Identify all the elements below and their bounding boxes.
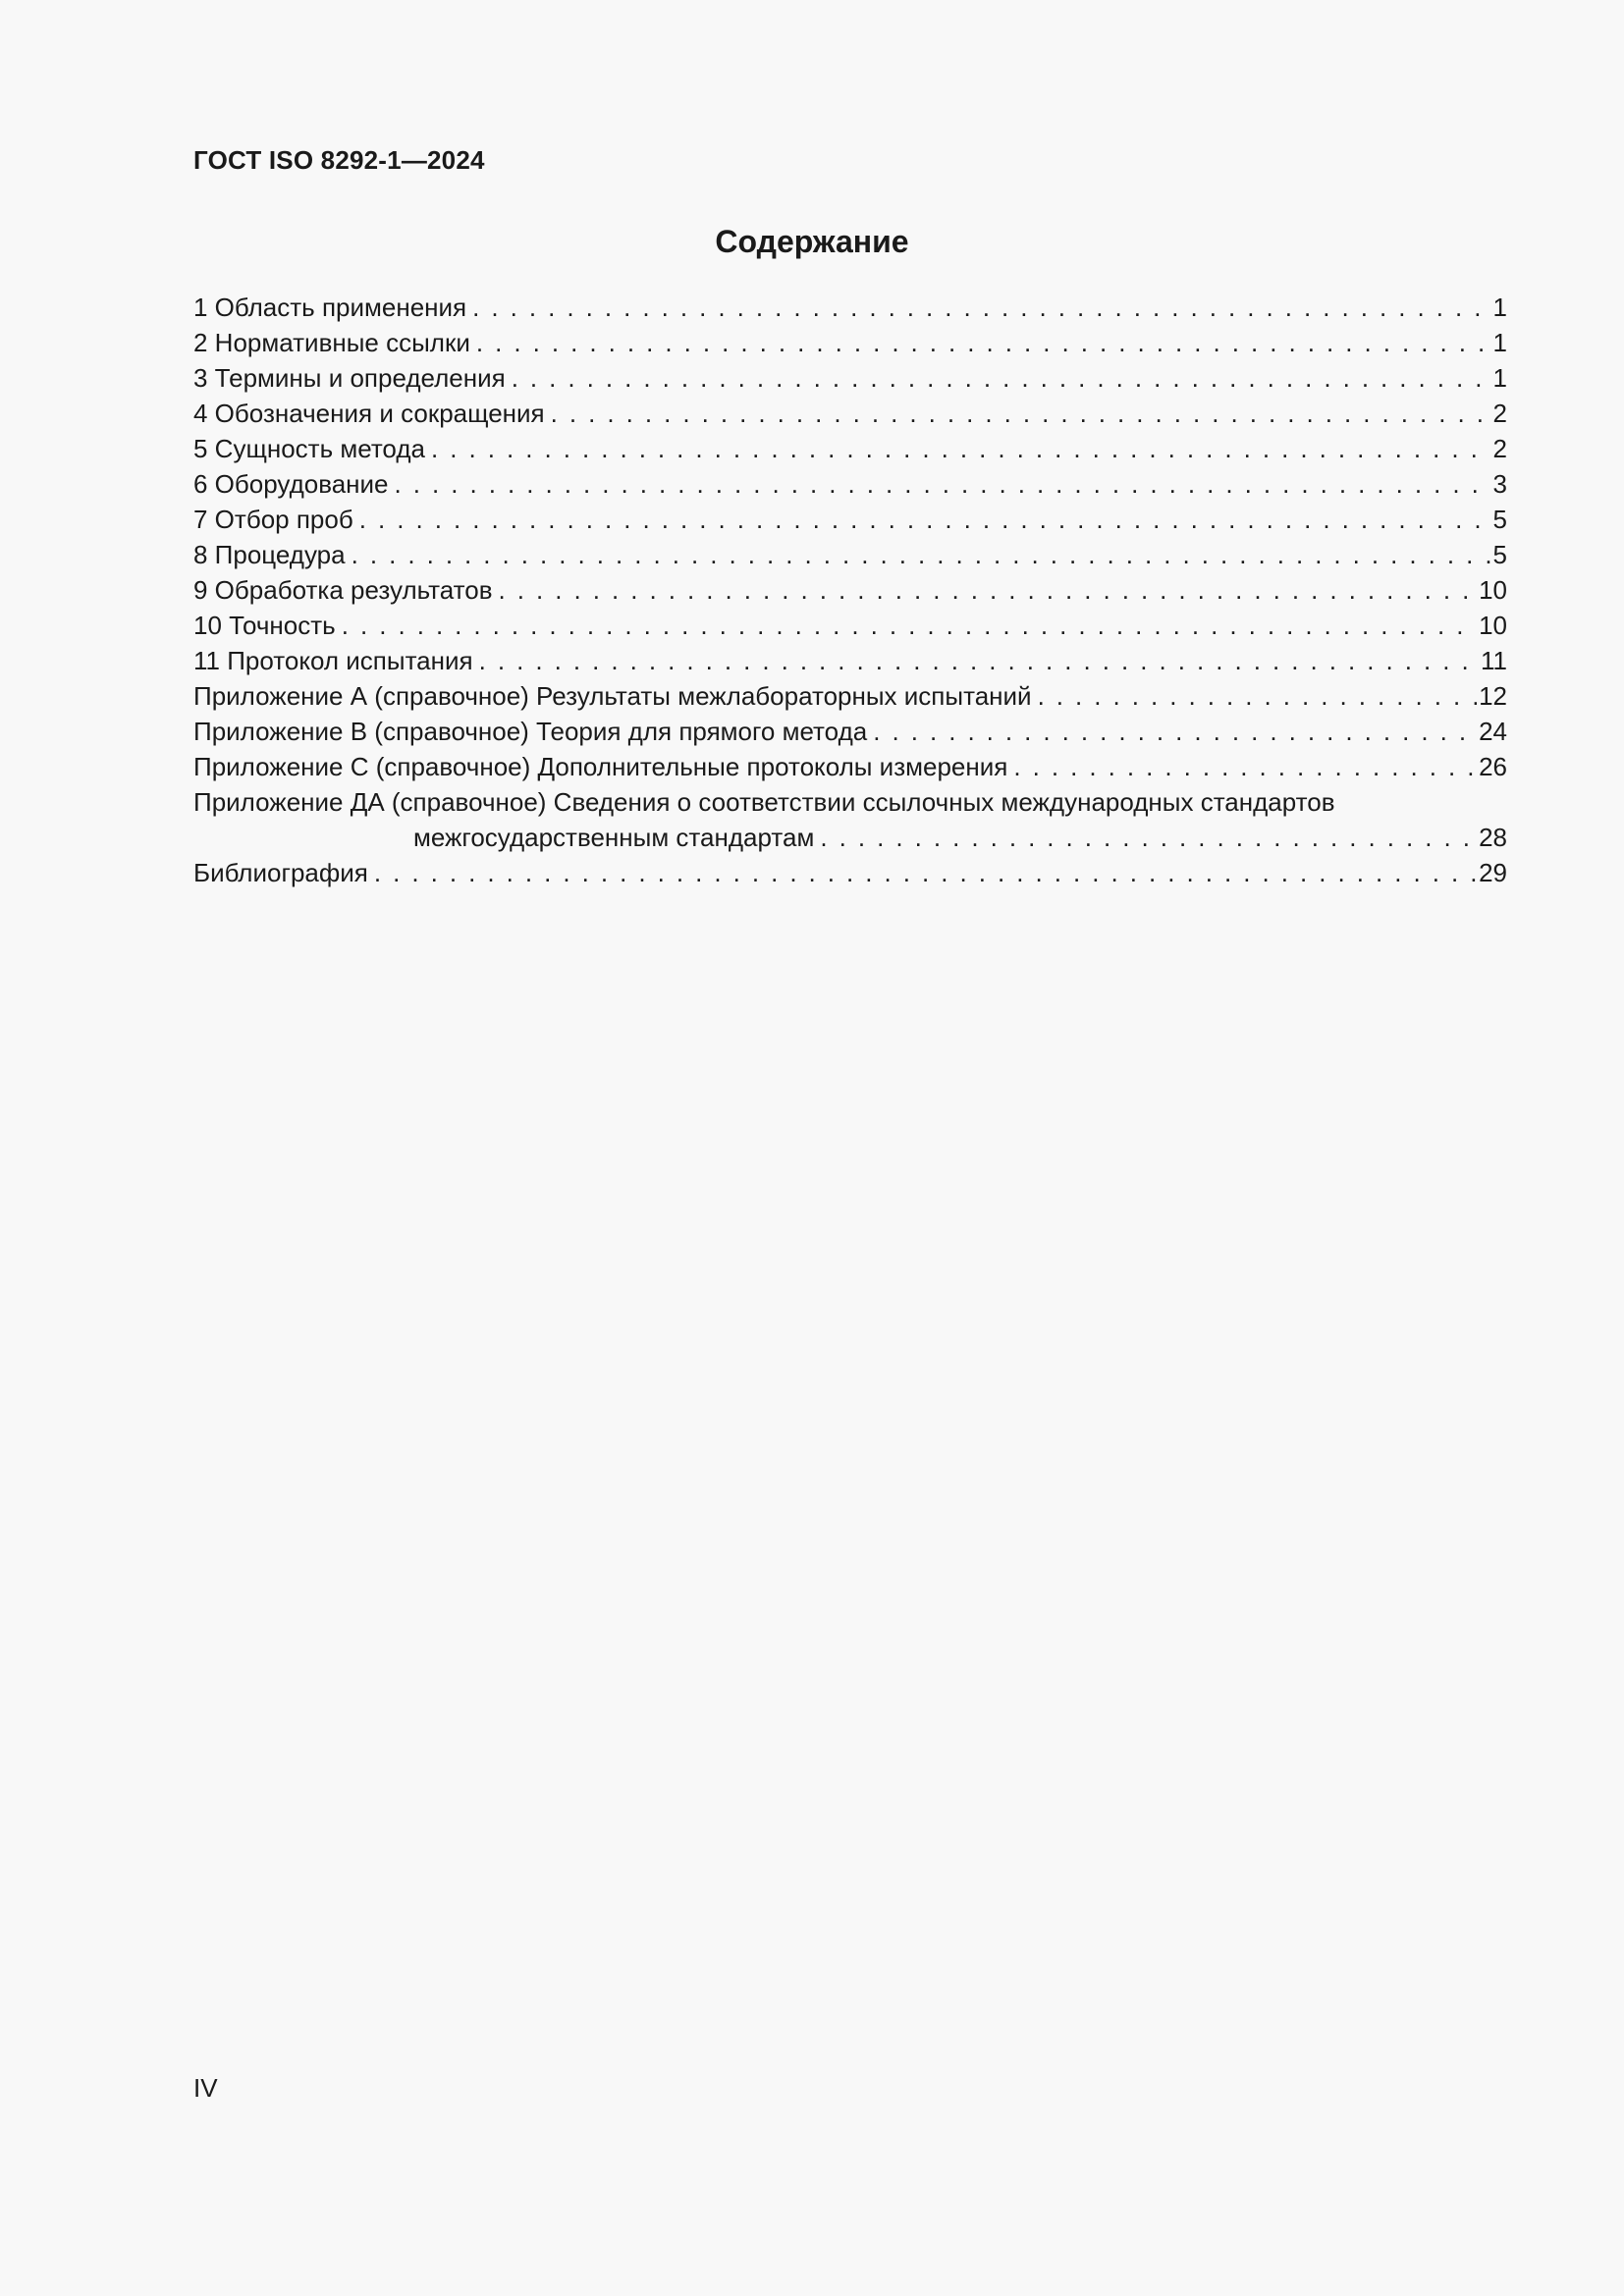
toc-entry-title: 11 Протокол испытания [193, 646, 473, 675]
toc-entry-title: 5 Сущность метода [193, 434, 425, 463]
dot-leader [1013, 749, 1477, 784]
toc-entry-page: 10 [1479, 575, 1507, 605]
toc-entry-page: 1 [1492, 328, 1507, 357]
toc-entry-page: 5 [1492, 505, 1507, 534]
dot-leader [431, 431, 1491, 466]
dot-leader [512, 360, 1491, 396]
toc-entry-page: 5 [1492, 540, 1507, 569]
toc-entry-title: 8 Процедура [193, 540, 346, 569]
toc-entry-title: 6 Оборудование [193, 469, 389, 499]
toc-entry-title: 7 Отбор проб [193, 505, 353, 534]
toc-entry[interactable] [193, 360, 1507, 396]
toc-entry[interactable] [193, 502, 1507, 537]
toc-entry[interactable] [193, 749, 1507, 784]
dot-leader [359, 502, 1491, 537]
toc-entry-title: 3 Термины и определения [193, 363, 506, 393]
toc-entry-title: 9 Обработка результатов [193, 575, 493, 605]
dot-leader [1038, 678, 1478, 714]
toc-entry[interactable] [193, 431, 1507, 466]
toc-entry[interactable] [193, 643, 1507, 678]
dot-leader [342, 608, 1477, 643]
toc-entry-continuation[interactable] [193, 820, 1507, 855]
dot-leader [374, 855, 1477, 890]
toc-entry[interactable] [193, 784, 1507, 820]
toc-entry-page: 1 [1492, 293, 1507, 322]
toc-entry-page: 29 [1479, 858, 1507, 887]
toc-entry[interactable] [193, 678, 1507, 714]
toc-entry-title: 4 Обозначения и сокращения [193, 399, 545, 428]
toc-entry[interactable] [193, 325, 1507, 360]
document-code: ГОСТ ISO 8292-1—2024 [193, 145, 485, 175]
toc-entry-page: 12 [1479, 681, 1507, 711]
toc-entry-title: Приложение ДА (справочное) Сведения о соответствии ссылочных международных стандартов [193, 787, 1335, 817]
toc-entry[interactable] [193, 855, 1507, 890]
toc-entry[interactable] [193, 714, 1507, 749]
toc-entry[interactable] [193, 608, 1507, 643]
toc-entry-title: 2 Нормативные ссылки [193, 328, 470, 357]
dot-leader [476, 325, 1491, 360]
dot-leader [472, 290, 1490, 325]
toc-title: Содержание [715, 224, 909, 259]
toc-entry-title-continuation: межгосударственным стандартам [413, 823, 815, 852]
toc-entry-title: Приложение С (справочное) Дополнительные протоколы измерения [193, 752, 1008, 781]
table-of-contents [193, 290, 1507, 890]
toc-entry-page: 10 [1479, 611, 1507, 640]
dot-leader [479, 643, 1479, 678]
toc-entry-title: 1 Область применения [193, 293, 467, 322]
toc-entry-page: 26 [1479, 752, 1507, 781]
toc-entry-title: Библиография [193, 858, 368, 887]
toc-entry-page: 24 [1479, 717, 1507, 746]
toc-entry[interactable] [193, 466, 1507, 502]
toc-entry-page: 3 [1492, 469, 1507, 499]
toc-entry[interactable] [193, 537, 1507, 572]
dot-leader [873, 714, 1477, 749]
toc-entry-page: 2 [1492, 399, 1507, 428]
toc-entry[interactable] [193, 290, 1507, 325]
page-number: IV [193, 2073, 218, 2103]
toc-entry-page: 28 [1479, 823, 1507, 852]
toc-entry-page: 11 [1481, 646, 1507, 675]
toc-entry-page: 2 [1492, 434, 1507, 463]
toc-entry-page: 1 [1492, 363, 1507, 393]
toc-entry-title: Приложение В (справочное) Теория для прямого метода [193, 717, 868, 746]
dot-leader [820, 820, 1477, 855]
dot-leader [551, 396, 1491, 431]
toc-entry[interactable] [193, 396, 1507, 431]
toc-entry-title: 10 Точность [193, 611, 336, 640]
dot-leader [499, 572, 1478, 608]
toc-entry-title: Приложение А (справочное) Результаты межлабораторных испытаний [193, 681, 1032, 711]
toc-entry[interactable] [193, 572, 1507, 608]
dot-leader [395, 466, 1491, 502]
dot-leader [352, 537, 1491, 572]
